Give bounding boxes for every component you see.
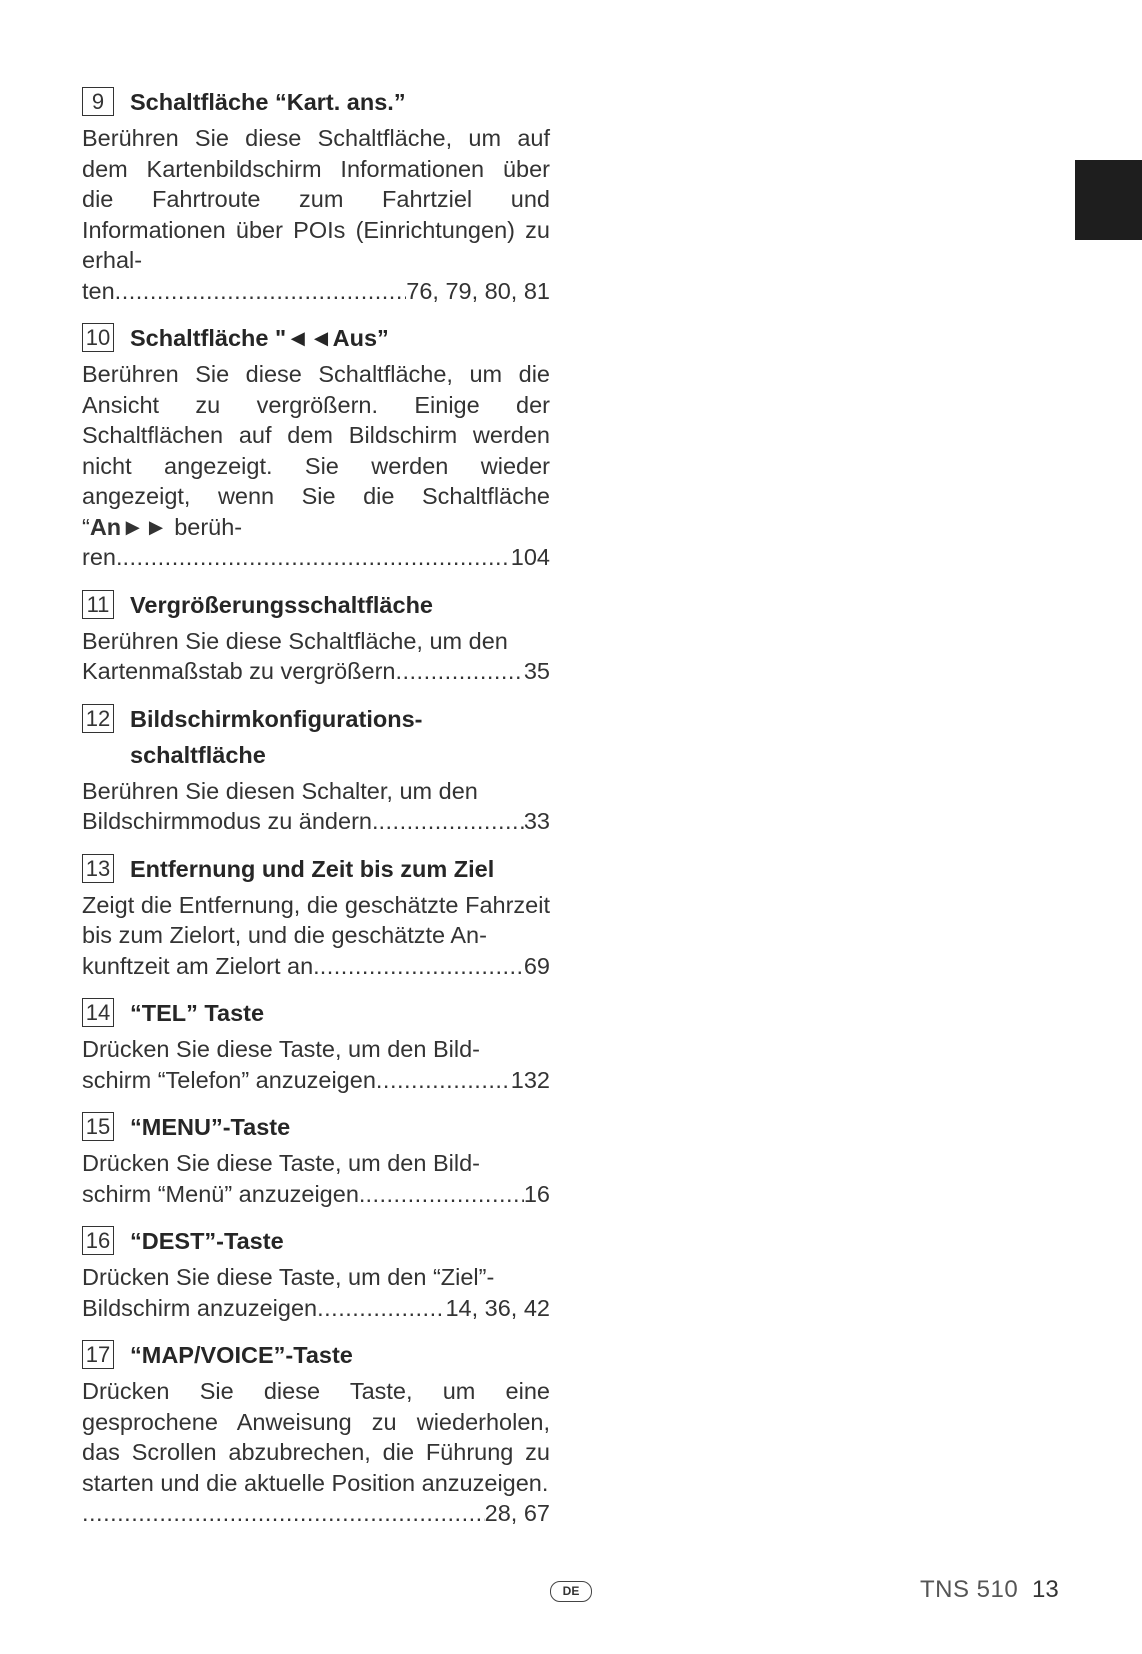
item-text-tail: berüh-	[167, 513, 243, 540]
item-text: Drücken Sie diese Taste, um den Bild-	[82, 1036, 480, 1062]
item-text: Drücken Sie diese Taste, um den “Ziel”-	[82, 1264, 495, 1290]
item-heading	[82, 320, 550, 356]
leader-dots	[395, 656, 523, 687]
model-name: TNS 510	[920, 1576, 1019, 1603]
list-item	[82, 851, 550, 982]
list-item	[82, 84, 550, 306]
item-description	[82, 890, 550, 982]
item-number: 14	[82, 998, 114, 1027]
item-title: “MAP/VOICE”-Taste	[130, 1342, 353, 1368]
page-reference	[82, 1498, 550, 1529]
leader-dots	[123, 542, 511, 573]
leader-dots	[376, 1065, 511, 1096]
item-title: Bildschirmkonfigurations-	[130, 705, 423, 732]
item-number: 15	[82, 1112, 114, 1141]
page-reference	[82, 276, 550, 307]
lead-text: schirm “Telefon” anzuzeigen	[82, 1066, 376, 1093]
item-number: 10	[82, 323, 114, 352]
item-heading	[82, 1337, 550, 1373]
lead-text: Bildschirmmodus zu ändern.	[82, 808, 379, 834]
page-numbers: 14, 36, 42	[445, 1294, 550, 1321]
item-text: Zeigt die Entfernung, die geschätzte Fahrzeit bis zum Zielort, und die geschätzte An-	[82, 891, 550, 948]
item-heading	[82, 851, 550, 887]
item-text: Berühren Sie diese Schaltfläche, um die Ansicht zu vergrößern. Einige der Schaltflächen auf dem Bildschirm werden nicht angezeigt. Sie werden wieder angezeigt, wenn Sie die Schaltfläche “	[82, 361, 550, 540]
item-heading	[82, 701, 550, 773]
item-heading	[82, 1223, 550, 1259]
item-title: “MENU”-Taste	[130, 1114, 291, 1140]
item-title: Schaltfläche "◄◄Aus”	[130, 325, 389, 351]
page-numbers: 76, 79, 80, 81	[406, 277, 550, 304]
page-reference	[82, 542, 550, 573]
page-reference	[82, 1293, 550, 1324]
item-title: Schaltfläche “Kart. ans.”	[130, 89, 406, 115]
page-reference	[82, 656, 550, 687]
lead-text: schirm “Menü” anzuzeigen.	[82, 1180, 366, 1207]
item-text: Berühren Sie diese Schaltfläche, um den	[82, 627, 508, 654]
item-heading	[82, 995, 550, 1031]
page-numbers: 132	[510, 1066, 550, 1093]
item-description	[82, 776, 550, 837]
item-description	[82, 626, 550, 687]
item-description	[82, 1034, 550, 1095]
lead-text: Kartenmaßstab zu vergrößern	[82, 658, 396, 684]
item-number: 16	[82, 1226, 114, 1255]
page-numbers: 35	[523, 658, 550, 684]
list-item	[82, 320, 550, 573]
page-footer	[0, 1573, 1142, 1613]
item-title: Entfernung und Zeit bis zum Ziel	[130, 855, 495, 882]
item-title: Vergrößerungsschaltfläche	[130, 591, 433, 618]
item-text-bold: An►►	[89, 513, 168, 540]
item-title: “TEL” Taste	[130, 1000, 265, 1026]
list-item	[82, 587, 550, 687]
leader-dots	[317, 1293, 445, 1324]
item-text: Drücken Sie diese Taste, um den Bild-	[82, 1150, 480, 1176]
page-reference	[82, 1179, 550, 1210]
section-tab-marker	[1075, 160, 1142, 240]
item-heading	[82, 587, 550, 623]
item-description	[82, 359, 550, 573]
item-description	[82, 1262, 550, 1323]
item-title-continued: schaltfläche	[130, 741, 266, 768]
page-numbers: 69	[523, 952, 550, 979]
language-badge: DE	[550, 1581, 592, 1602]
leader-dots	[82, 1498, 485, 1529]
list-item	[82, 1337, 550, 1529]
page-reference	[82, 1065, 550, 1096]
reference-list	[82, 84, 550, 1543]
item-number: 13	[82, 854, 114, 883]
item-text: Berühren Sie diese Schaltfläche, um auf dem Kartenbildschirm Informationen über die Fahrtroute zum Fahrtziel und Informationen über POIs (Einrichtungen) zu erhal-	[82, 125, 550, 273]
item-number: 11	[82, 590, 114, 619]
list-item	[82, 1109, 550, 1209]
item-number: 12	[82, 704, 114, 733]
leader-dots	[379, 806, 524, 837]
leader-dots	[365, 1179, 523, 1210]
leader-dots	[115, 276, 407, 307]
page-numbers: 16	[523, 1180, 550, 1207]
item-heading	[82, 84, 550, 120]
item-text: Drücken Sie diese Taste, um eine gesprochene Anweisung zu wiederholen, das Scrollen abzubrechen, die Führung zu starten und die aktuelle Position anzuzeigen.	[82, 1378, 550, 1496]
item-description	[82, 123, 550, 306]
lead-text: ren.	[82, 544, 123, 570]
lead-text: kunftzeit am Zielort an.	[82, 952, 320, 979]
page-reference	[82, 806, 550, 837]
lead-text: ten	[82, 277, 115, 304]
lead-text: Bildschirm anzuzeigen	[82, 1294, 318, 1321]
list-item	[82, 995, 550, 1095]
page-numbers: 104	[510, 544, 550, 570]
page-number: 13	[1032, 1576, 1059, 1603]
item-title: “DEST”-Taste	[130, 1228, 284, 1254]
item-heading	[82, 1109, 550, 1145]
leader-dots	[320, 951, 524, 982]
page-numbers: 28, 67	[484, 1500, 550, 1526]
item-description	[82, 1376, 550, 1529]
item-text: Berühren Sie diesen Schalter, um den	[82, 777, 478, 804]
page-numbers: 33	[523, 808, 550, 834]
item-number: 17	[82, 1340, 114, 1369]
item-number: 9	[82, 87, 114, 116]
item-description	[82, 1148, 550, 1209]
page-reference	[82, 951, 550, 982]
list-item	[82, 701, 550, 837]
list-item	[82, 1223, 550, 1323]
